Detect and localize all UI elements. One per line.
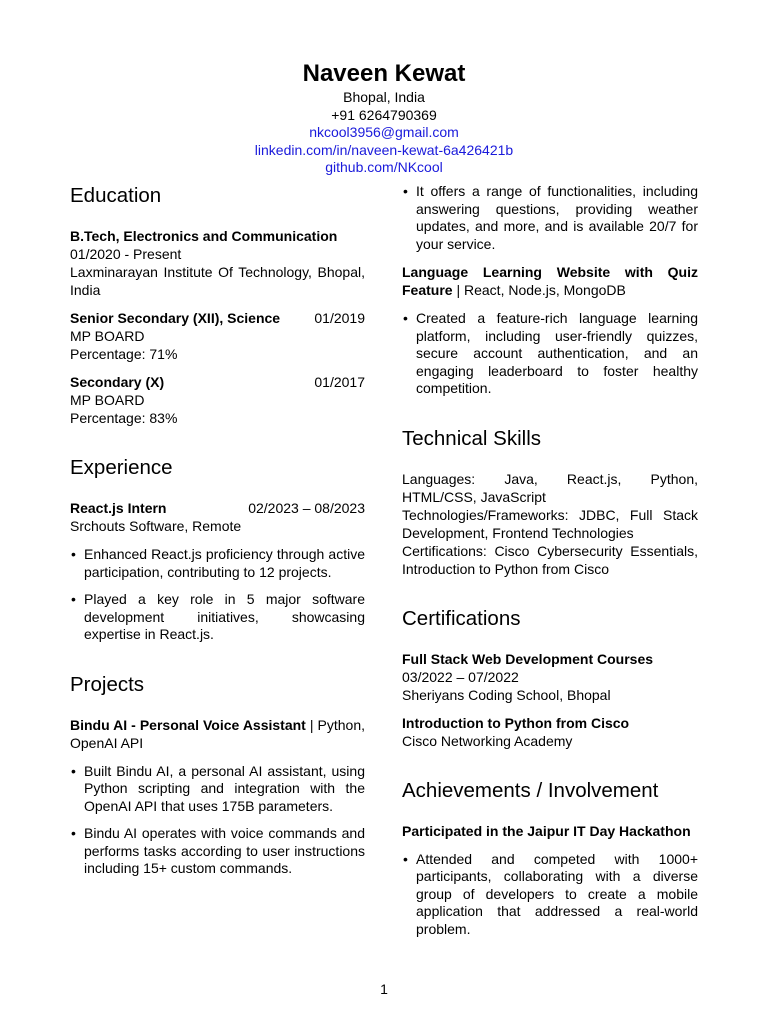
list-item: • Created a feature-rich language learning platform, including user-friendly quizzes, secure account authentication, and an engaging leaderboard to foster healthy competition. bbox=[402, 310, 698, 398]
resume-header bbox=[0, 60, 768, 177]
experience-heading: Experience bbox=[70, 456, 173, 479]
projects-section bbox=[70, 672, 365, 878]
certifications-heading: Certifications bbox=[402, 606, 521, 630]
candidate-name: Naveen Kewat bbox=[302, 60, 466, 87]
project-bullets bbox=[70, 763, 365, 878]
education-heading: Education bbox=[70, 184, 162, 207]
education-section bbox=[70, 183, 365, 427]
institution: Laxminarayan Institute Of Technology, Bhopal, India bbox=[70, 264, 365, 298]
list-item: • Bindu AI operates with voice commands and performs tasks according to user instructions including 15+ custom commands. bbox=[70, 825, 365, 878]
list-item: • Enhanced React.js proficiency through active participation, contributing to 12 projects. bbox=[70, 546, 365, 581]
achievement-event: Participated in the Jaipur IT Day Hackathon bbox=[402, 822, 691, 839]
list-item: • It offers a range of functionalities, including answering questions, providing weather updates, and more, and is available 20/7 for your service. bbox=[402, 183, 698, 253]
location: Bhopal, India bbox=[343, 89, 425, 105]
certification-name: Full Stack Web Development Courses bbox=[402, 650, 654, 667]
date: 01/2020 - Present bbox=[70, 246, 182, 262]
skills-heading: Technical Skills bbox=[402, 426, 541, 450]
email-link[interactable]: nkcool3956@gmail.com bbox=[309, 124, 459, 140]
date: 01/2017 bbox=[314, 374, 365, 390]
education-entry bbox=[70, 309, 365, 363]
certification-entry bbox=[402, 650, 698, 704]
skills-technologies: Technologies/Frameworks: JDBC, Full Stack Development, Frontend Technologies bbox=[402, 506, 698, 541]
right-column bbox=[402, 183, 698, 948]
organization: Cisco Networking Academy bbox=[402, 732, 573, 749]
skills-section bbox=[402, 426, 698, 578]
achievements-heading: Achievements / Involvement bbox=[402, 778, 659, 802]
role: React.js Intern bbox=[70, 500, 167, 516]
project-title bbox=[402, 263, 698, 299]
github-link[interactable]: github.com/NKcool bbox=[325, 159, 443, 175]
date: 03/2022 – 07/2022 bbox=[402, 668, 519, 685]
degree: B.Tech, Electronics and Communication bbox=[70, 228, 338, 244]
list-item: • Played a key role in 5 major software development initiatives, showcasing expertise in React.js. bbox=[70, 591, 365, 644]
skills-languages: Languages: Java, React.js, Python, HTML/CSS, JavaScript bbox=[402, 470, 698, 505]
page-number: 1 bbox=[380, 981, 388, 997]
certifications-section bbox=[402, 606, 698, 750]
list-item: • Built Bindu AI, a personal AI assistant, using Python scripting and integration with the OpenAI API that uses 175B parameters. bbox=[70, 763, 365, 816]
project-name: Bindu AI - Personal Voice Assistant bbox=[70, 716, 306, 733]
degree: Secondary (X) bbox=[70, 374, 165, 390]
project-tech: | React, Node.js, MongoDB bbox=[452, 282, 626, 298]
degree: Senior Secondary (XII), Science bbox=[70, 310, 281, 326]
linkedin-link[interactable]: linkedin.com/in/naveen-kewat-6a426421b bbox=[254, 141, 514, 158]
achievement-bullets bbox=[402, 851, 698, 939]
experience-bullets bbox=[70, 546, 365, 644]
list-item: • Attended and competed with 1000+ participants, collaborating with a diverse group of developers to create a mobile application that addressed a real-world problem. bbox=[402, 851, 698, 939]
board: MP BOARD bbox=[70, 392, 145, 408]
project-bullets-continued bbox=[402, 183, 698, 253]
project-tech: | Python, OpenAI API bbox=[70, 716, 365, 751]
project-bullets bbox=[402, 310, 698, 398]
certification-entry bbox=[402, 714, 698, 750]
experience-section bbox=[70, 455, 365, 644]
date: 02/2023 – 08/2023 bbox=[248, 500, 365, 516]
education-entry bbox=[70, 373, 365, 427]
education-entry bbox=[70, 227, 365, 299]
skills-certifications: Certifications: Cisco Cybersecurity Essentials, Introduction to Python from Cisco bbox=[402, 542, 698, 577]
certification-name: Introduction to Python from Cisco bbox=[402, 714, 630, 731]
organization: Sheriyans Coding School, Bhopal bbox=[402, 686, 611, 703]
project-name: Language Learning Website with Quiz Feature bbox=[402, 264, 698, 298]
phone: +91 6264790369 bbox=[331, 106, 437, 123]
project-title bbox=[70, 716, 365, 752]
projects-heading: Projects bbox=[70, 672, 145, 696]
company: Srchouts Software, Remote bbox=[70, 518, 242, 534]
left-column bbox=[70, 183, 365, 906]
score: Percentage: 71% bbox=[70, 346, 178, 362]
board: MP BOARD bbox=[70, 328, 145, 344]
achievements-section bbox=[402, 778, 698, 939]
date: 01/2019 bbox=[314, 310, 365, 326]
score: Percentage: 83% bbox=[70, 410, 178, 426]
